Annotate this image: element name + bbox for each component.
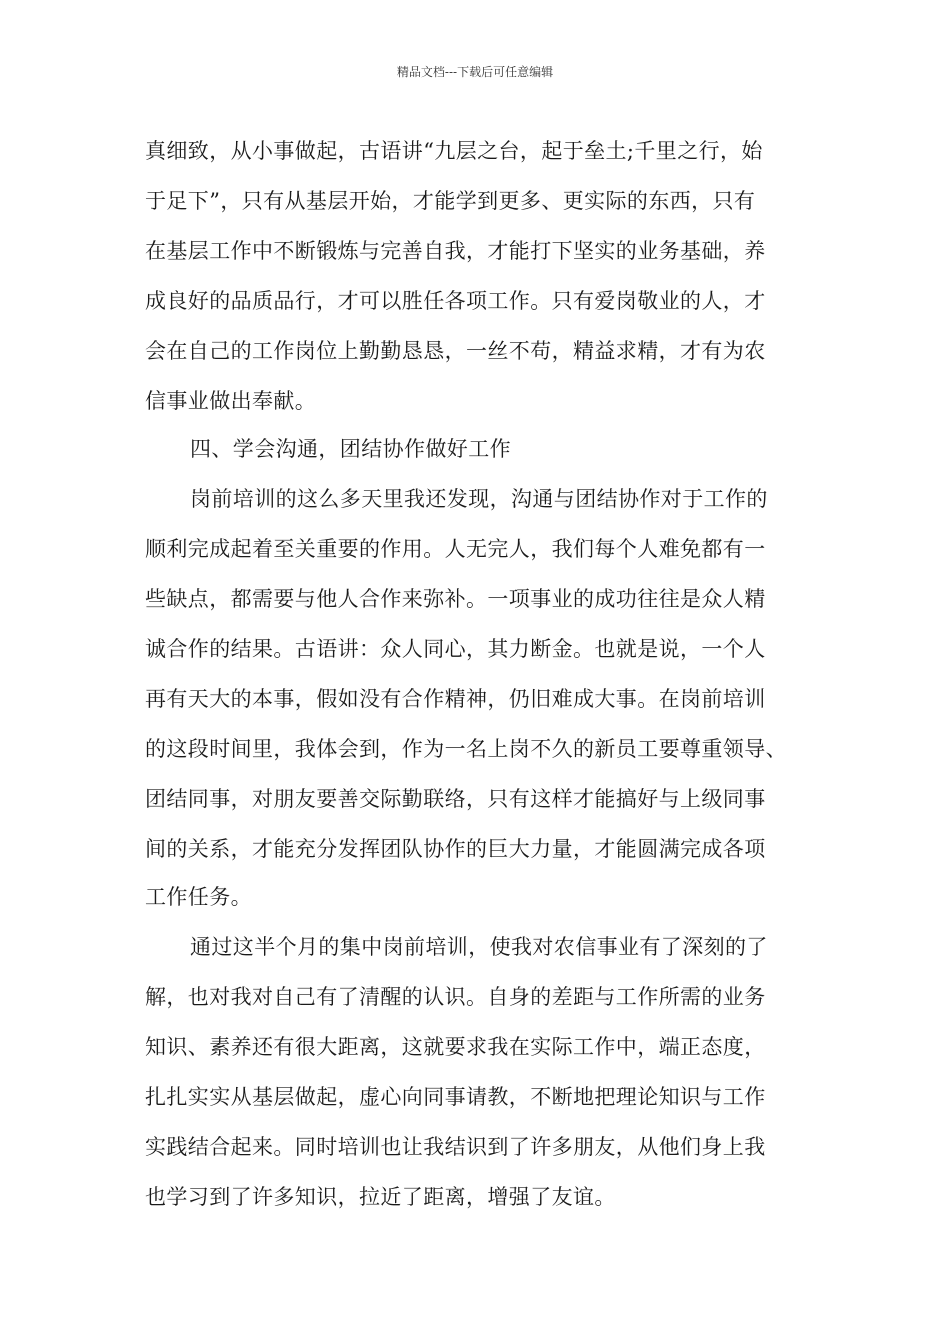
text-line: 工作任务。 [145,885,252,909]
text-line: 于足下”，只有从基层开始，才能学到更多、更实际的东西，只有 [145,189,756,213]
text-line: 间的关系，才能充分发挥团队协作的巨大力量，才能圆满完成各项 [145,837,766,861]
text-line: 真细致，从小事做起，古语讲“九层之台，起于垒土;千里之行，始 [145,139,763,163]
text-line: 通过这半个月的集中岗前培训，使我对农信事业有了深刻的了 [190,935,768,959]
text-line: 团结同事，对朋友要善交际勤联络，只有这样才能搞好与上级同事 [145,787,766,811]
text-line: 再有天大的本事，假如没有合作精神，仍旧难成大事。在岗前培训 [145,687,766,711]
text-line: 扎扎实实从基层做起，虚心向同事请教，不断地把理论知识与工作 [145,1085,766,1109]
text-line: 信事业做出奉献。 [145,389,317,413]
text-line: 解，也对我对自己有了清醒的认识。自身的差距与工作所需的业务 [145,985,766,1009]
text-line: 也学习到了许多知识，拉近了距离，增强了友谊。 [145,1185,616,1209]
text-line: 些缺点，都需要与他人合作来弥补。一项事业的成功往往是众人精 [145,587,766,611]
text-line: 在基层工作中不断锻炼与完善自我，才能打下坚实的业务基础，养 [145,239,766,263]
text-line: 成良好的品质品行，才可以胜任各项工作。只有爱岗敬业的人，才 [145,289,766,313]
text-line: 诚合作的结果。古语讲：众人同心，其力断金。也就是说，一个人 [145,637,766,661]
text-line: 会在自己的工作岗位上勤勤恳恳，一丝不苟，精益求精，才有为农 [145,339,766,363]
page-header: 精品文档---下载后可任意编辑 [396,65,554,79]
text-line: 知识、素养还有很大距离，这就要求我在实际工作中，端正态度， [145,1035,766,1059]
text-line: 实践结合起来。同时培训也让我结识到了许多朋友，从他们身上我 [145,1135,766,1159]
text-line: 的这段时间里，我体会到，作为一名上岗不久的新员工要尊重领导、 [145,737,787,761]
text-line: 岗前培训的这么多天里我还发现，沟通与团结协作对于工作的 [190,487,768,511]
text-line: 顺利完成起着至关重要的作用。人无完人，我们每个人难免都有一 [145,537,766,561]
section-heading: 四、学会沟通，团结协作做好工作 [190,437,511,461]
